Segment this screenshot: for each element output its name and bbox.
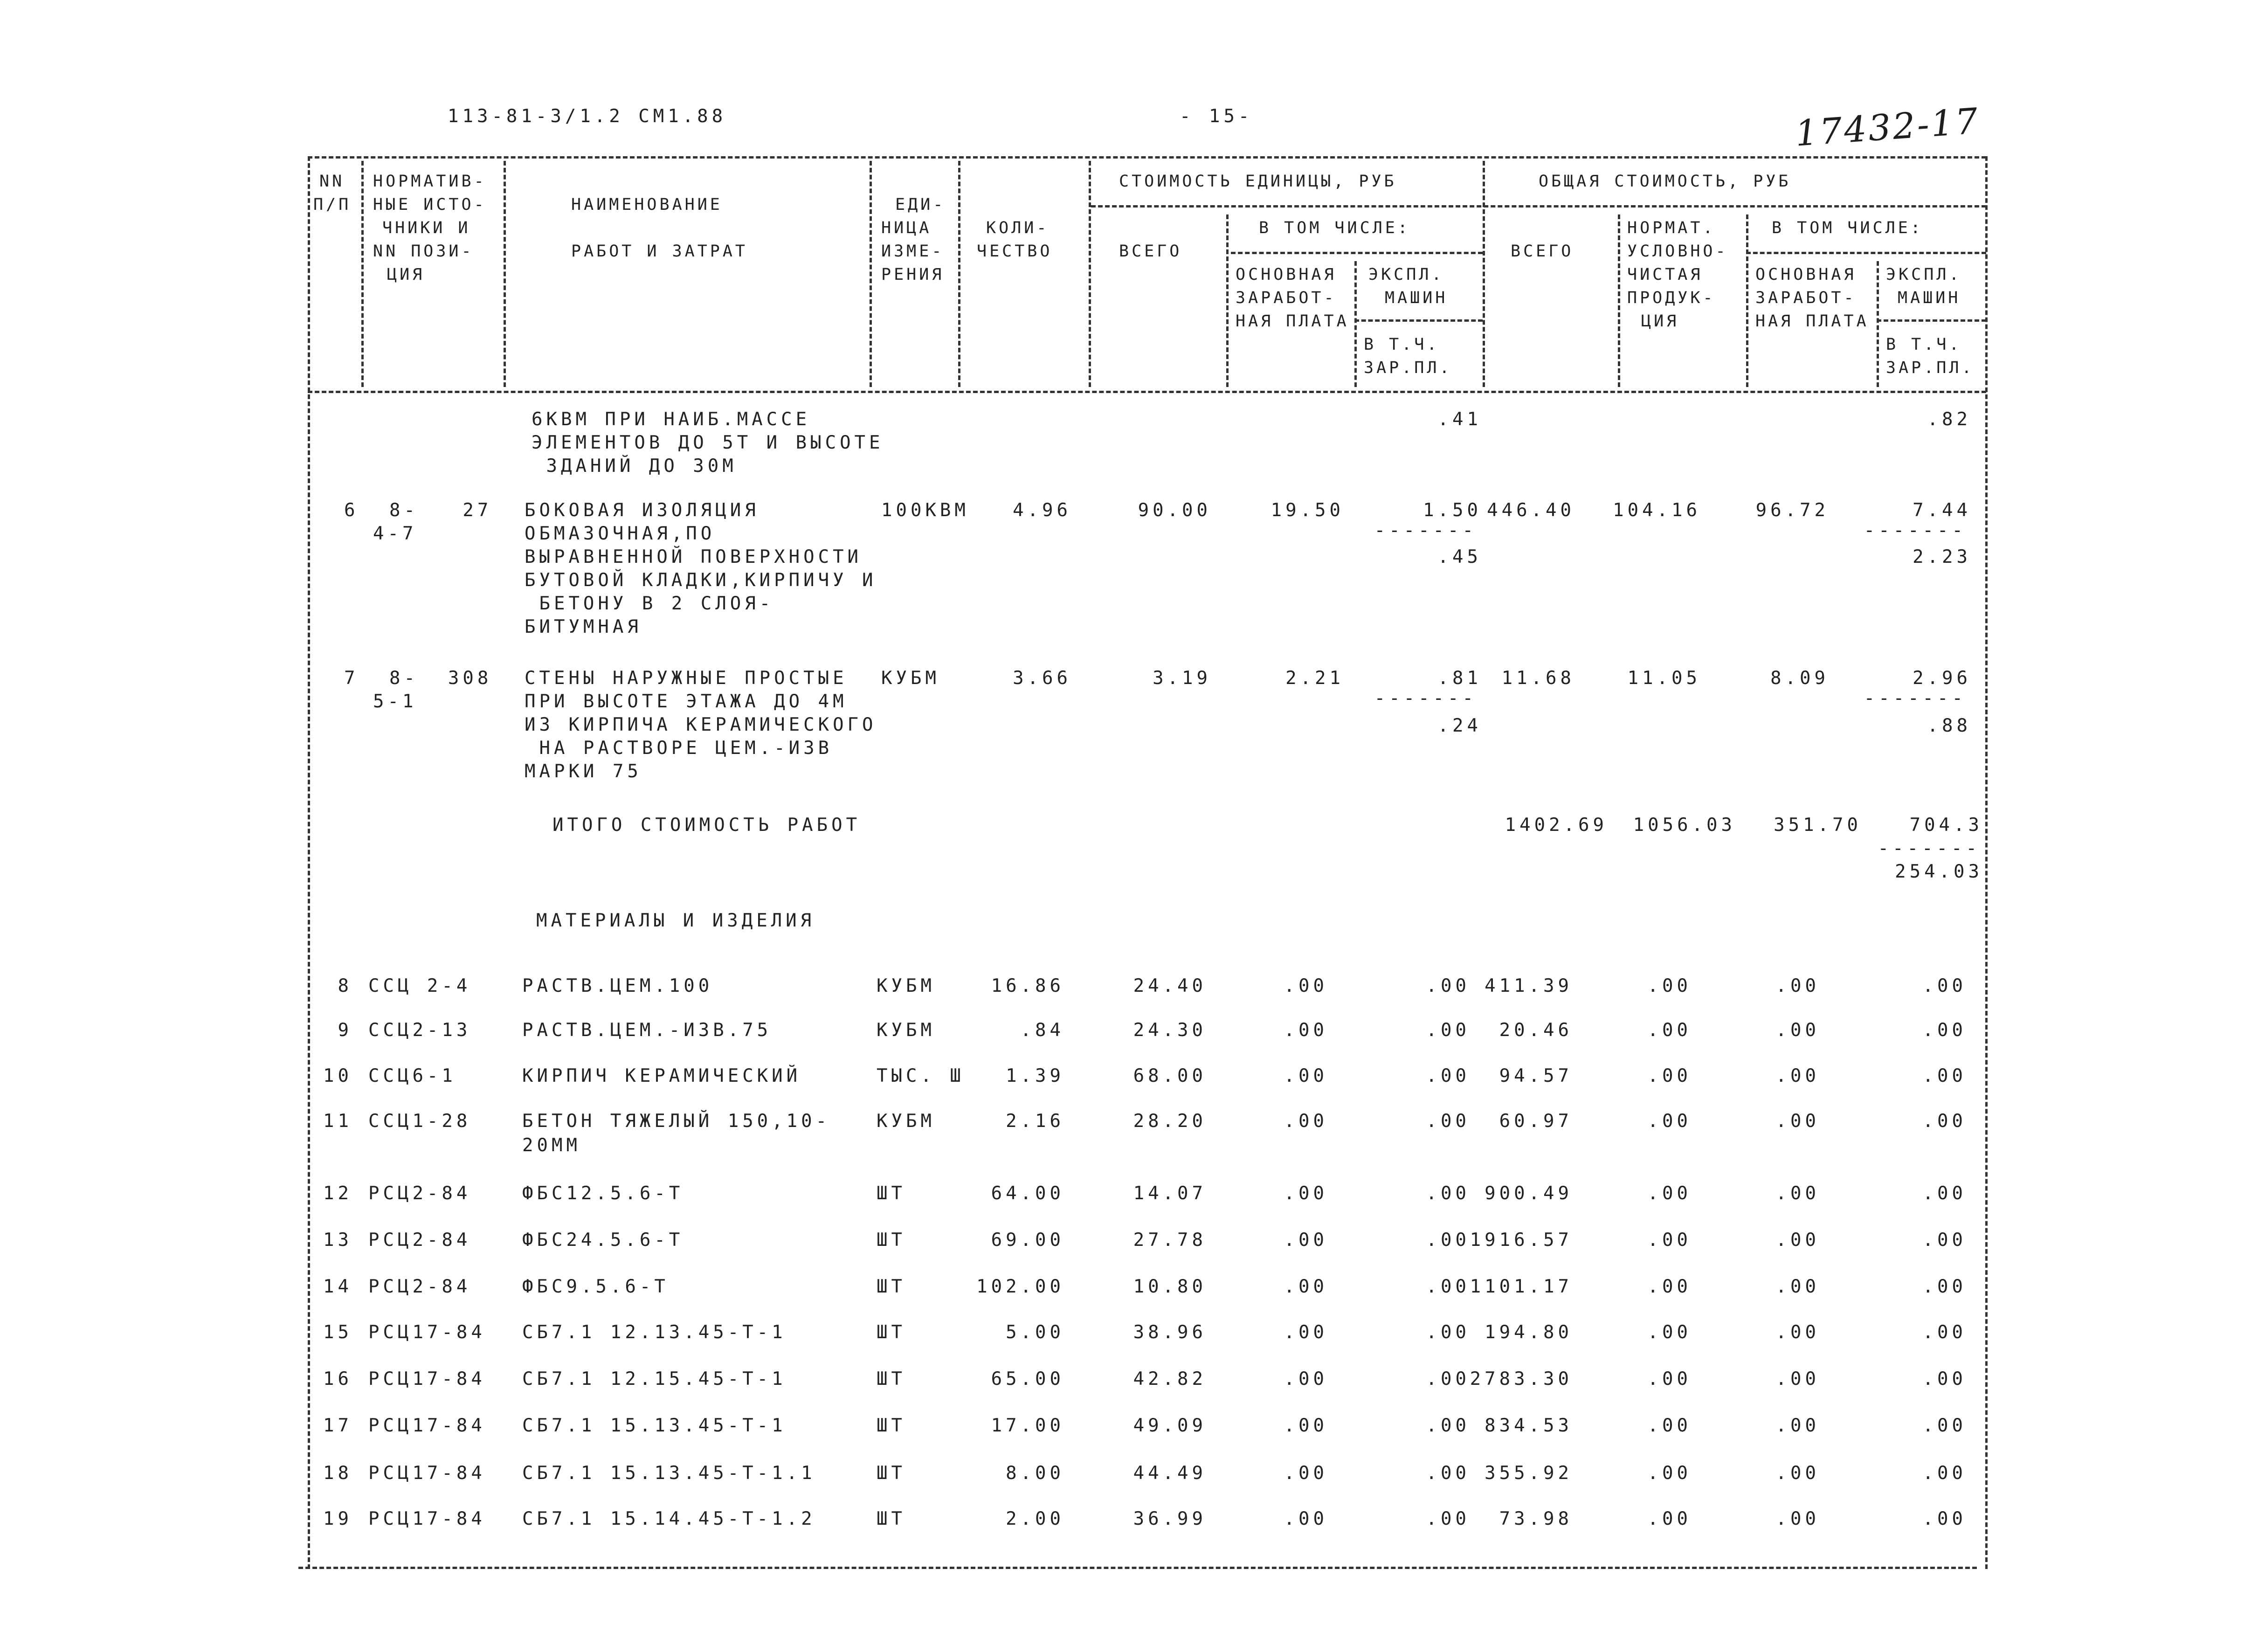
- dash-separator: -------: [1374, 520, 1477, 541]
- header-total-cost-group: ОБЩАЯ СТОИМОСТЬ, РУБ: [1539, 172, 1791, 191]
- material-name: ФБС24.5.6-Т: [522, 1230, 684, 1251]
- quantity: 69.00: [991, 1230, 1064, 1251]
- total-wage: .00: [1775, 1463, 1820, 1484]
- total-cost: 900.49: [1485, 1183, 1573, 1204]
- unit-of-measure: КУБМ: [877, 1111, 935, 1132]
- work-name-line: БЕТОНУ В 2 СЛОЯ-: [525, 593, 774, 614]
- total-wage: .00: [1775, 1111, 1820, 1132]
- row-number: 17: [323, 1415, 352, 1436]
- norm-source: РСЦ17-84: [368, 1508, 486, 1529]
- total-machines: .00: [1922, 1369, 1967, 1389]
- total-wage: .00: [1775, 1065, 1820, 1086]
- col-divider-source: [504, 161, 506, 387]
- unit-cost-total: 36.99: [1133, 1508, 1207, 1529]
- quantity: 64.00: [991, 1183, 1064, 1204]
- summary-wage: 351.70: [1774, 815, 1862, 836]
- row-number: 7: [344, 668, 359, 689]
- material-name: РАСТВ.ЦЕМ.-ИЗВ.75: [522, 1020, 772, 1041]
- col-divider-unit-group: [1483, 161, 1485, 387]
- unit-cost-total: 24.40: [1133, 975, 1207, 996]
- col-divider-norm: [1746, 214, 1748, 387]
- total-wage: 8.09: [1770, 668, 1829, 689]
- total-machines: .00: [1922, 1322, 1967, 1343]
- norm-source: РСЦ2-84: [368, 1276, 471, 1297]
- material-name: СБ7.1 12.15.45-Т-1: [522, 1369, 787, 1389]
- total-incl-underline: [1746, 252, 1986, 254]
- norm-source: РСЦ17-84: [368, 1369, 486, 1389]
- unit-cost-group-underline: [1091, 205, 1986, 207]
- header-unit-machines-1: ЭКСПЛ.: [1368, 265, 1444, 284]
- total-norm-net-production: .00: [1647, 975, 1692, 996]
- dash-separator: -------: [1878, 838, 1981, 859]
- header-unit-wage-1: ОСНОВНАЯ: [1236, 265, 1337, 284]
- unit-cost-total: 90.00: [1138, 500, 1211, 521]
- col-divider-unit-wage: [1354, 261, 1357, 387]
- header-total-incl-wage-2: ЗАР.ПЛ.: [1886, 359, 1975, 377]
- total-wage: .00: [1775, 1415, 1820, 1436]
- norm-source: 8- 308: [389, 668, 492, 689]
- total-cost: 11.68: [1501, 668, 1575, 689]
- header-unit-cost-group: СТОИМОСТЬ ЕДИНИЦЫ, РУБ: [1119, 172, 1397, 191]
- unit-of-measure: ШТ: [877, 1276, 906, 1297]
- unit-cost-machines: .00: [1426, 1369, 1470, 1389]
- material-name: ФБС9.5.6-Т: [522, 1276, 669, 1297]
- unit-of-measure: ШТ: [877, 1415, 906, 1436]
- header-unit-1: ЕДИ-: [895, 195, 946, 214]
- quantity: 102.00: [976, 1276, 1064, 1297]
- quantity: 16.86: [991, 975, 1064, 996]
- norm-source: ССЦ6-1: [368, 1065, 456, 1086]
- unit-cost-wage: .00: [1284, 1020, 1328, 1041]
- total-wage: 96.72: [1755, 500, 1829, 521]
- table-left-border: [308, 156, 310, 1569]
- unit-cost-total: 14.07: [1133, 1183, 1207, 1204]
- total-norm-net-production: .00: [1647, 1111, 1692, 1132]
- norm-source: ССЦ2-13: [368, 1020, 471, 1041]
- norm-source: ССЦ1-28: [368, 1111, 471, 1132]
- unit-of-measure: ШТ: [877, 1369, 906, 1389]
- work-name-line: МАРКИ 75: [525, 761, 642, 782]
- quantity: 4.96: [1013, 500, 1071, 521]
- header-nn-1: NN: [319, 172, 345, 191]
- row-number: 6: [344, 500, 359, 521]
- header-total-machines-2: МАШИН: [1898, 289, 1961, 307]
- row-number: 11: [323, 1111, 352, 1132]
- page-number: - 15-: [1180, 106, 1253, 127]
- work-name-line: БУТОВОЙ КЛАДКИ,КИРПИЧУ И: [525, 570, 877, 591]
- total-cost: 1916.57: [1470, 1230, 1573, 1251]
- total-norm-net-production: .00: [1647, 1276, 1692, 1297]
- header-nn-2: П/П: [313, 195, 352, 214]
- row-number: 15: [323, 1322, 352, 1343]
- header-source-4: NN ПОЗИ-: [373, 242, 474, 261]
- total-cost: 411.39: [1485, 975, 1573, 996]
- total-wage: .00: [1775, 1183, 1820, 1204]
- header-total-wage-2: ЗАРАБОТ-: [1755, 289, 1857, 307]
- work-name-line: ИЗ КИРПИЧА КЕРАМИЧЕСКОГО: [525, 714, 877, 735]
- unit-cost-machines: .00: [1426, 1276, 1470, 1297]
- total-wage: .00: [1775, 1020, 1820, 1041]
- quantity: 8.00: [1006, 1463, 1064, 1484]
- row-number: 9: [338, 1020, 352, 1041]
- table-right-border: [1985, 156, 1988, 1569]
- total-norm-net-production: .00: [1647, 1230, 1692, 1251]
- total-cost: 2783.30: [1470, 1369, 1573, 1389]
- material-name: СБ7.1 15.13.45-Т-1.1: [522, 1463, 816, 1484]
- total-machines-wage: .88: [1927, 715, 1971, 736]
- summary-total-cost: 1402.69: [1505, 815, 1608, 836]
- total-norm-net-production: .00: [1647, 1020, 1692, 1041]
- header-total-total: ВСЕГО: [1511, 242, 1574, 261]
- work-name-line: БИТУМНАЯ: [525, 616, 642, 637]
- col-divider-nn: [361, 161, 364, 387]
- header-norm-1: НОРМАТ.: [1627, 219, 1716, 237]
- material-name: КИРПИЧ КЕРАМИЧЕСКИЙ: [522, 1065, 801, 1086]
- header-unit-4: РЕНИЯ: [881, 265, 945, 284]
- unit-cost-wage: .00: [1284, 1276, 1328, 1297]
- total-norm-net-production: .00: [1647, 1463, 1692, 1484]
- total-cost: 20.46: [1499, 1020, 1573, 1041]
- header-norm-2: УСЛОВНО-: [1627, 242, 1728, 261]
- unit-cost-wage: .00: [1284, 1415, 1328, 1436]
- total-norm-net-production: 11.05: [1627, 668, 1701, 689]
- work-name-line: БОКОВАЯ ИЗОЛЯЦИЯ: [525, 500, 760, 521]
- total-norm-net-production: .00: [1647, 1183, 1692, 1204]
- unit-cost-total: 49.09: [1133, 1415, 1207, 1436]
- header-total-incl: В ТОМ ЧИСЛЕ:: [1772, 219, 1923, 237]
- unit-cost-machines-wage: .45: [1437, 546, 1482, 567]
- unit-cost-wage: .00: [1284, 1322, 1328, 1343]
- work-name-line: СТЕНЫ НАРУЖНЫЕ ПРОСТЫЕ: [525, 668, 848, 689]
- work-name-line: ПРИ ВЫСОТЕ ЭТАЖА ДО 4М: [525, 691, 848, 712]
- col-divider-qty: [1089, 161, 1091, 387]
- unit-cost-wage: .00: [1284, 1508, 1328, 1529]
- total-wage: .00: [1775, 1322, 1820, 1343]
- unit-cost-total: 42.82: [1133, 1369, 1207, 1389]
- header-source-2: НЫЕ ИСТО-: [373, 195, 487, 214]
- unit-cost-wage: 19.50: [1271, 500, 1344, 521]
- header-source-3: ЧНИКИ И: [382, 219, 471, 237]
- total-norm-net-production: .00: [1647, 1065, 1692, 1086]
- row-number: 19: [323, 1508, 352, 1529]
- total-norm-net-production: .00: [1647, 1508, 1692, 1529]
- summary-label: ИТОГО СТОИМОСТЬ РАБОТ: [552, 815, 861, 836]
- unit-cost-machines: .00: [1426, 1065, 1470, 1086]
- header-bottom-border: [308, 391, 1986, 393]
- total-machines: .00: [1922, 1276, 1967, 1297]
- material-name: 20ММ: [522, 1135, 581, 1156]
- norm-source-position: 5-1: [373, 691, 417, 712]
- total-cost: 60.97: [1499, 1111, 1573, 1132]
- norm-source-position: 4-7: [373, 523, 417, 544]
- total-wage: .00: [1775, 1508, 1820, 1529]
- norm-source: РСЦ17-84: [368, 1415, 486, 1436]
- continuation-total-machines-wage: .82: [1927, 409, 1971, 430]
- material-name: ФБС12.5.6-Т: [522, 1183, 684, 1204]
- unit-cost-wage: .00: [1284, 1230, 1328, 1251]
- norm-source: ССЦ 2-4: [368, 975, 471, 996]
- total-cost: 834.53: [1485, 1415, 1573, 1436]
- header-total-wage-1: ОСНОВНАЯ: [1755, 265, 1857, 284]
- unit-cost-machines: .00: [1426, 1322, 1470, 1343]
- unit-of-measure: ТЫС. Ш: [877, 1065, 965, 1086]
- row-number: 8: [338, 975, 352, 996]
- unit-cost-machines: .00: [1426, 1183, 1470, 1204]
- quantity: 2.00: [1006, 1508, 1064, 1529]
- header-qty-1: КОЛИ-: [986, 219, 1050, 237]
- table-top-border: [308, 156, 1986, 159]
- header-norm-4: ПРОДУК-: [1627, 289, 1716, 307]
- norm-source: РСЦ2-84: [368, 1230, 471, 1251]
- quantity: .84: [1020, 1020, 1064, 1041]
- total-cost: 94.57: [1499, 1065, 1573, 1086]
- total-cost: 446.40: [1487, 500, 1575, 521]
- total-cost: 1101.17: [1470, 1276, 1573, 1297]
- unit-cost-total: 28.20: [1133, 1111, 1207, 1132]
- total-machines: 7.44: [1913, 500, 1971, 521]
- header-qty-2: ЧЕСТВО: [977, 242, 1053, 261]
- quantity: 17.00: [991, 1415, 1064, 1436]
- material-name: БЕТОН ТЯЖЕЛЫЙ 150,10-: [522, 1111, 831, 1132]
- norm-source: РСЦ2-84: [368, 1183, 471, 1204]
- material-name: РАСТВ.ЦЕМ.100: [522, 975, 713, 996]
- quantity: 5.00: [1006, 1322, 1064, 1343]
- unit-cost-machines: .00: [1426, 1508, 1470, 1529]
- total-machines-wage: 2.23: [1913, 546, 1971, 567]
- unit-cost-wage: .00: [1284, 1065, 1328, 1086]
- unit-of-measure: 100КВМ: [881, 500, 969, 521]
- norm-source: РСЦ17-84: [368, 1322, 486, 1343]
- unit-of-measure: ШТ: [877, 1322, 906, 1343]
- col-divider-total-wage: [1877, 261, 1879, 387]
- unit-cost-machines: .00: [1426, 1463, 1470, 1484]
- total-machines: .00: [1922, 1415, 1967, 1436]
- unit-of-measure: ШТ: [877, 1183, 906, 1204]
- unit-of-measure: КУБМ: [877, 975, 935, 996]
- total-machines-underline: [1877, 319, 1986, 322]
- work-name-line: НА РАСТВОРЕ ЦЕМ.-ИЗВ: [525, 738, 833, 759]
- header-unit-wage-3: НАЯ ПЛАТА: [1236, 312, 1349, 331]
- row-number: 18: [323, 1463, 352, 1484]
- unit-of-measure: ШТ: [877, 1463, 906, 1484]
- header-total-incl-wage-1: В Т.Ч.: [1886, 335, 1962, 354]
- unit-cost-wage: .00: [1284, 975, 1328, 996]
- norm-source: 8- 27: [389, 500, 492, 521]
- total-wage: .00: [1775, 1230, 1820, 1251]
- header-unit-total: ВСЕГО: [1119, 242, 1182, 261]
- total-machines: .00: [1922, 1508, 1967, 1529]
- col-divider-total: [1618, 214, 1620, 387]
- total-cost: 194.80: [1485, 1322, 1573, 1343]
- total-machines: .00: [1922, 1020, 1967, 1041]
- unit-cost-machines: .00: [1426, 1415, 1470, 1436]
- header-total-wage-3: НАЯ ПЛАТА: [1755, 312, 1869, 331]
- row-number: 13: [323, 1230, 352, 1251]
- unit-cost-machines: .00: [1426, 1111, 1470, 1132]
- unit-cost-machines: .00: [1426, 1020, 1470, 1041]
- unit-cost-machines: .00: [1426, 1230, 1470, 1251]
- header-total-machines-1: ЭКСПЛ.: [1886, 265, 1962, 284]
- total-norm-net-production: .00: [1647, 1415, 1692, 1436]
- unit-cost-machines: 1.50: [1423, 500, 1482, 521]
- quantity: 3.66: [1013, 668, 1071, 689]
- material-name: СБ7.1 15.14.45-Т-1.2: [522, 1508, 816, 1529]
- header-unit-wage-2: ЗАРАБОТ-: [1236, 289, 1337, 307]
- quantity: 1.39: [1006, 1065, 1064, 1086]
- unit-cost-wage: 2.21: [1285, 668, 1344, 689]
- unit-incl-underline: [1231, 252, 1483, 254]
- total-norm-net-production: .00: [1647, 1369, 1692, 1389]
- unit-cost-total: 3.19: [1153, 668, 1211, 689]
- unit-cost-wage: .00: [1284, 1183, 1328, 1204]
- unit-cost-wage: .00: [1284, 1369, 1328, 1389]
- total-machines: .00: [1922, 1230, 1967, 1251]
- unit-cost-machines: .00: [1426, 975, 1470, 996]
- total-machines: .00: [1922, 1065, 1967, 1086]
- summary-machines-wage: 254.03: [1895, 861, 1983, 882]
- continuation-line-2: ЭЛЕМЕНТОВ ДО 5Т И ВЫСОТЕ: [532, 432, 884, 453]
- col-divider-unit: [958, 161, 960, 387]
- document-code: 113-81-3/1.2 СМ1.88: [448, 106, 727, 127]
- unit-cost-machines: .81: [1437, 668, 1482, 689]
- unit-cost-total: 27.78: [1133, 1230, 1207, 1251]
- total-machines: .00: [1922, 1463, 1967, 1484]
- col-divider-unit-total: [1226, 214, 1229, 387]
- total-machines: .00: [1922, 1183, 1967, 1204]
- header-unit-3: ИЗМЕ-: [881, 242, 945, 261]
- material-name: СБ7.1 15.13.45-Т-1: [522, 1415, 787, 1436]
- unit-cost-total: 24.30: [1133, 1020, 1207, 1041]
- col-divider-name: [870, 161, 872, 387]
- unit-cost-total: 44.49: [1133, 1463, 1207, 1484]
- unit-of-measure: ШТ: [877, 1508, 906, 1529]
- dash-separator: -------: [1374, 688, 1477, 709]
- total-wage: .00: [1775, 1369, 1820, 1389]
- continuation-line-3: ЗДАНИЙ ДО 30М: [532, 456, 737, 477]
- unit-cost-wage: .00: [1284, 1463, 1328, 1484]
- total-norm-net-production: .00: [1647, 1322, 1692, 1343]
- unit-cost-wage: .00: [1284, 1111, 1328, 1132]
- work-name-line: ОБМАЗОЧНАЯ,ПО: [525, 523, 716, 544]
- header-unit-machines-2: МАШИН: [1385, 289, 1448, 307]
- header-unit-2: НИЦА: [881, 219, 932, 237]
- dash-separator: -------: [1864, 520, 1967, 541]
- row-number: 10: [323, 1065, 352, 1086]
- header-unit-incl: В ТОМ ЧИСЛЕ:: [1259, 219, 1410, 237]
- table-bottom-border: [298, 1567, 1977, 1569]
- unit-cost-total: 38.96: [1133, 1322, 1207, 1343]
- handwritten-sheet-number: 17432-17: [1794, 100, 1981, 154]
- total-machines: .00: [1922, 975, 1967, 996]
- total-wage: .00: [1775, 975, 1820, 996]
- work-name-line: ВЫРАВНЕННОЙ ПОВЕРХНОСТИ: [525, 546, 863, 567]
- total-machines: .00: [1922, 1111, 1967, 1132]
- header-norm-5: ЦИЯ: [1641, 312, 1679, 331]
- unit-cost-machines-wage: .24: [1437, 715, 1482, 736]
- header-unit-incl-wage-2: ЗАР.ПЛ.: [1364, 359, 1452, 377]
- material-name: СБ7.1 12.13.45-Т-1: [522, 1322, 787, 1343]
- unit-machines-underline: [1354, 319, 1483, 322]
- row-number: 16: [323, 1369, 352, 1389]
- header-unit-incl-wage-1: В Т.Ч.: [1364, 335, 1440, 354]
- total-cost: 355.92: [1485, 1463, 1573, 1484]
- header-name-1: НАИМЕНОВАНИЕ: [571, 195, 723, 214]
- unit-of-measure: ШТ: [877, 1230, 906, 1251]
- quantity: 65.00: [991, 1369, 1064, 1389]
- total-norm-net-production: 104.16: [1613, 500, 1701, 521]
- header-name-2: РАБОТ И ЗАТРАТ: [571, 242, 748, 261]
- row-number: 14: [323, 1276, 352, 1297]
- unit-cost-total: 68.00: [1133, 1065, 1207, 1086]
- dash-separator: -------: [1864, 688, 1967, 709]
- materials-heading: МАТЕРИАЛЫ И ИЗДЕЛИЯ: [536, 910, 815, 931]
- header-source-5: ЦИЯ: [387, 265, 425, 284]
- total-machines: 2.96: [1913, 668, 1971, 689]
- header-norm-3: ЧИСТАЯ: [1627, 265, 1703, 284]
- continuation-line-1: 6КВМ ПРИ НАИБ.МАССЕ: [532, 409, 811, 430]
- continuation-unit-machines-wage: .41: [1437, 409, 1482, 430]
- norm-source: РСЦ17-84: [368, 1463, 486, 1484]
- row-number: 12: [323, 1183, 352, 1204]
- total-cost: 73.98: [1499, 1508, 1573, 1529]
- unit-cost-total: 10.80: [1133, 1276, 1207, 1297]
- unit-of-measure: КУБМ: [881, 668, 940, 689]
- total-wage: .00: [1775, 1276, 1820, 1297]
- quantity: 2.16: [1006, 1111, 1064, 1132]
- header-source-1: НОРМАТИВ-: [373, 172, 487, 191]
- unit-of-measure: КУБМ: [877, 1020, 935, 1041]
- summary-machines: 704.3: [1909, 815, 1983, 836]
- summary-norm-net-production: 1056.03: [1633, 815, 1736, 836]
